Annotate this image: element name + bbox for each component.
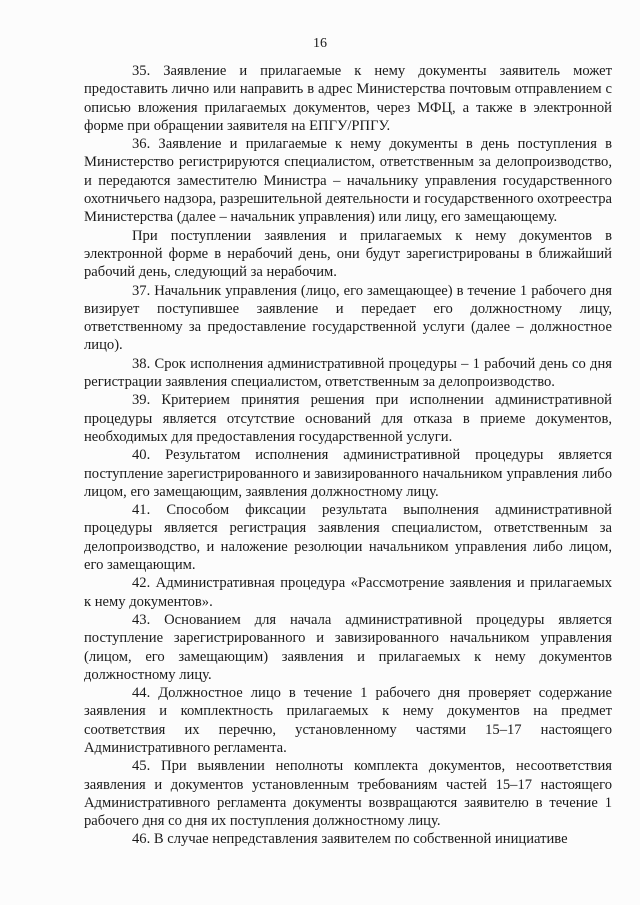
paragraph-39: 39. Критерием принятия решения при исполнении административной процедуры является отсутствие оснований для отказа в приеме документов, необходимых для предоставления государственной услуги. — [84, 392, 612, 445]
paragraph-36-continued: При поступлении заявления и прилагаемых к нему документов в электронной форме в нерабочий день, они будут зарегистрированы в ближайший рабочий день, следующий за нерабочим. — [84, 227, 612, 281]
paragraph-36: 36. Заявление и прилагаемые к нему документы в день поступления в Министерство регистрируются специалистом, ответственным за делопроизводство, и передаются заместителю Министра – начальнику управления государственного охотничьего надзора, разрешительной деятельности и государственного охотреестра Министерства (далее – начальник управления) или лицу, его замещающему. — [84, 136, 612, 226]
paragraph-44: 44. Должностное лицо в течение 1 рабочего дня проверяет содержание заявления и комплектность прилагаемых к нему документов на предмет соответствия их перечню, установленному частями 15–17 настоящего Административного регламента. — [84, 685, 612, 756]
document-body — [84, 62, 612, 849]
paragraph-37: 37. Начальник управления (лицо, его замещающее) в течение 1 рабочего дня визирует поступившее заявление и передает его должностному лицу, ответственному за предоставление государственной услуги (далее – должностное лицо). — [84, 282, 612, 354]
paragraph-45: 45. При выявлении неполноты комплекта документов, несоответствия заявления и документов установленным требованиям частей 15–17 настоящего Административного регламента документы возвращаются заявителю в течение 1 рабочего дня со дня их поступления должностному лицу. — [84, 758, 612, 830]
paragraph-46: 46. В случае непредставления заявителем по собственной инициативе — [132, 831, 568, 848]
paragraph-42: 42. Административная процедура «Рассмотрение заявления и прилагаемых к нему документов». — [84, 575, 612, 610]
paragraph-35: 35. Заявление и прилагаемые к нему документы заявитель может предоставить лично или направить в адрес Министерства почтовым отправлением с описью вложения прилагаемых документов, через МФЦ, а также в электронной форме при обращении заявителя на ЕПГУ/РПГУ. — [84, 63, 612, 134]
paragraph-40: 40. Результатом исполнения административной процедуры является поступление зарегистрированного и завизированного начальником управления либо лицом, его замещающим, заявления должностному лицу. — [84, 447, 612, 500]
paragraph-38: 38. Срок исполнения административной процедуры – 1 рабочий день со дня регистрации заявления специалистом, ответственным за делопроизводство. — [84, 355, 612, 391]
page-number: 16 — [313, 36, 327, 51]
paragraph-41: 41. Способом фиксации результата выполнения административной процедуры является регистрация заявления специалистом, ответственным за делопроизводство, и наложение резолюции начальником управления либо лицом, его замещающим. — [84, 502, 612, 574]
paragraph-43: 43. Основанием для начала административной процедуры является поступление зарегистрированного и завизированного начальником управления (лицом, его замещающим) заявления и прилагаемых к нему документов должностному лицу. — [84, 611, 612, 683]
